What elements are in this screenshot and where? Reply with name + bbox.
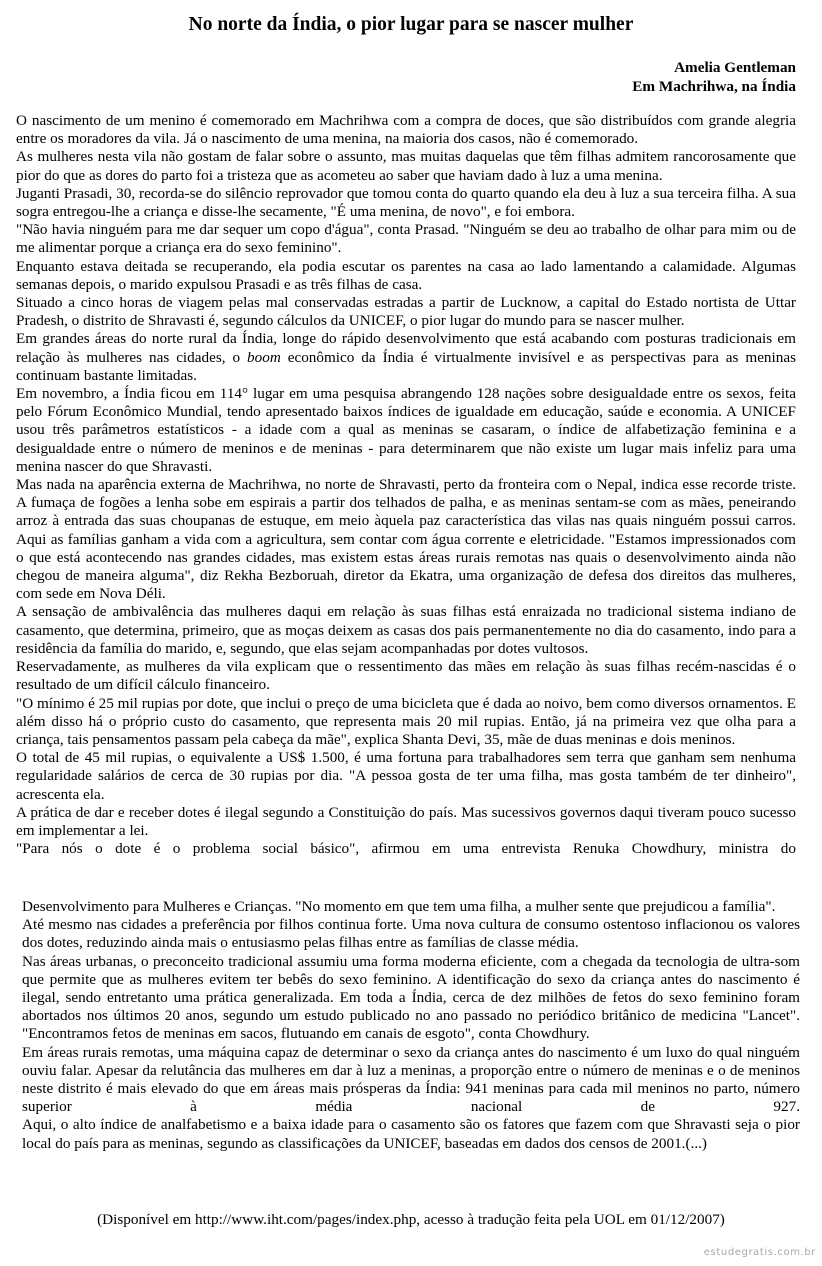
paragraph: Até mesmo nas cidades a preferência por filhos continua forte. Uma nova cultura de consumo ostentoso inflacionou os valores dos dotes, reduzindo ainda mais o entusiasmo pelas filhas entre as famílias de classe média.: [22, 916, 800, 952]
paragraph: Em grandes áreas do norte rural da Índia, longe do rápido desenvolvimento que está acabando com posturas tradicionais em relação às mulheres nas cidades, o boom econômico da Índia é virtualmente invisível e as perspectivas para as meninas continuam bastante limitadas.: [16, 330, 796, 384]
paragraph: A sensação de ambivalência das mulheres daqui em relação às suas filhas está enraizada no tradicional sistema indiano de casamento, que determina, primeiro, que as moças deixem as casas dos pais permanentemente no dia do casamento, indo para a residência da família do marido, e, segundo, que elas sejam acompanhadas por dotes vultosos.: [16, 603, 796, 657]
paragraph: O total de 45 mil rupias, o equivalente a US$ 1.500, é uma fortuna para trabalhadores sem terra que ganham sem nenhuma regularidade salários de cerca de 30 rupias por dia. "A pessoa gosta de ter uma filha, mas gosta também de ter dinheiro", acrescenta ela.: [16, 749, 796, 803]
paragraph: Em novembro, a Índia ficou em 114° lugar em uma pesquisa abrangendo 128 nações sobre desigualdade entre os sexos, feita pelo Fórum Econômico Mundial, tendo apresentado baixos índices de igualdade em educação, saúde e economia. A UNICEF usou três parâmetros estatísticos - a idade com a qual as meninas se casaram, o índice de alfabetização feminina e a desigualdade entre o número de meninos e de meninas - para determinarem que não existe um lugar mais infeliz para uma menina nascer do que Shravasti.: [16, 385, 796, 475]
paragraph: Reservadamente, as mulheres da vila explicam que o ressentimento das mães em relação às suas filhas recém-nascidas é o resultado de um difícil cálculo financeiro.: [16, 658, 796, 694]
author-name: Amelia Gentleman: [674, 59, 796, 76]
paragraph: Juganti Prasadi, 30, recorda-se do silêncio reprovador que tomou conta do quarto quando ela deu à luz a sua terceira filha. A sua sogra entregou-lhe a criança e disse-lhe secamente, "É uma menina, de novo", e foi embora.: [16, 184, 796, 221]
paragraph: Aqui, o alto índice de analfabetismo e a baixa idade para o casamento são os fatores que fazem com que Shravasti seja o pior local do país para as meninas, segundo as classificações da UNICEF, baseadas em dados dos censos de 2001.(...): [22, 1116, 800, 1152]
article-body-part2: [22, 898, 800, 1153]
paragraph: Enquanto estava deitada se recuperando, ela podia escutar os parentes na casa ao lado lamentando a calamidade. Algumas semanas depois, o marido expulsou Prasadi e as três filhas de casa.: [16, 257, 796, 293]
paragraph: Nas áreas urbanas, o preconceito tradicional assumiu uma forma moderna eficiente, com a chegada da tecnologia de ultra-som que permite que as mulheres evitem ter bebês do sexo feminino. A identificação do sexo da criança antes do nascimento é ilegal, sendo entretanto uma prática generalizada. Em toda a Índia, cerca de dez milhões de fetos do sexo feminino foram abortados nos últimos 20 anos, segundo um estudo publicado no ano passado no periódico britânico de medicina "Lancet". "Encontramos fetos de meninas em sacos, flutuando em canais de esgoto", conta Chowdhury.: [22, 952, 800, 1043]
paragraph: O nascimento de um menino é comemorado em Machrihwa com a compra de doces, que são distribuídos com grande alegria entre os moradores da vila. Já o nascimento de uma menina, na maioria dos casos, não é comemorado.: [16, 112, 796, 148]
watermark: estudegratis.com.br: [703, 1247, 816, 1258]
paragraph: "Não havia ninguém para me dar sequer um copo d'água", conta Prasad. "Ninguém se deu ao trabalho de olhar para mim ou de me alimentar porque a criança era do sexo feminino".: [16, 221, 796, 257]
article-title: No norte da Índia, o pior lugar para se nascer mulher: [188, 14, 634, 35]
article-body-part1: [16, 112, 796, 858]
dateline: Em Machrihwa, na Índia: [632, 78, 796, 95]
paragraph: "O mínimo é 25 mil rupias por dote, que inclui o preço de uma bicicleta que é dada ao noivo, bem como diversos ornamentos. E além disso há o próprio custo do casamento, que representa mais 20 mil rupias. Então, já na primeira vez que olha para a criança, tais pensamentos passam pela cabeça da mãe", explica Shanta Devi, 35, mãe de duas meninas e dois meninos.: [16, 694, 796, 748]
paragraph: As mulheres nesta vila não gostam de falar sobre o assunto, mas muitas daquelas que têm filhas admitem rancorosamente que pior do que as dores do parto foi a tristeza que as acometeu ao saber que haviam dado à luz a uma menina.: [16, 148, 796, 184]
paragraph: A prática de dar e receber dotes é ilegal segundo a Constituição do país. Mas sucessivos governos daqui tiveram pouco sucesso em implementar a lei.: [16, 803, 796, 839]
paragraph: Mas nada na aparência externa de Machrihwa, no norte de Shravasti, perto da fronteira com o Nepal, indica esse recorde triste. A fumaça de fogões a lenha sobe em espirais a partir dos telhados de palha, e as meninas sentam-se com as mães, peneirando arroz à entrada das suas choupanas de estuque, em meio àquela paz característica das vilas nas quais ninguém possui carros. Aqui as famílias ganham a vida com a agricultura, sem contar com água corrente e eletricidade. "Estamos impressionados com o que está acontecendo nas grandes cidades, mas existem estas áreas rurais remotas nas quais o desenvolvimento ainda não chegou de maneira alguma", diz Rekha Bezboruah, diretor da Ekatra, uma organização de defesa dos direitos das mulheres, com sede em Nova Déli.: [16, 476, 796, 603]
byline: [632, 58, 796, 96]
paragraph: Em áreas rurais remotas, uma máquina capaz de determinar o sexo da criança antes do nascimento é um luxo do qual ninguém ouviu falar. Apesar da relutância das mulheres em dar à luz a meninas, a proporção entre o número de meninas e o de meninos neste distrito é mais elevado do que em áreas mais prósperas da Índia: 941 meninas para cada mil meninos no parto, número superior à média nacional de 927.: [22, 1043, 800, 1116]
source-note: (Disponível em http://www.iht.com/pages/index.php, acesso à tradução feita pela UOL em 01/12/2007): [97, 1211, 725, 1228]
paragraph: Situado a cinco horas de viagem pelas mal conservadas estradas a partir de Lucknow, a capital do Estado nortista de Uttar Pradesh, o distrito de Shravasti é, segundo cálculos da UNICEF, o pior lugar do mundo para se nascer mulher.: [16, 294, 796, 330]
paragraph: Desenvolvimento para Mulheres e Crianças. "No momento em que tem uma filha, a mulher sente que prejudicou a família".: [22, 898, 776, 915]
paragraph: "Para nós o dote é o problema social básico", afirmou em uma entrevista Renuka Chowdhury, ministra do: [16, 840, 796, 858]
